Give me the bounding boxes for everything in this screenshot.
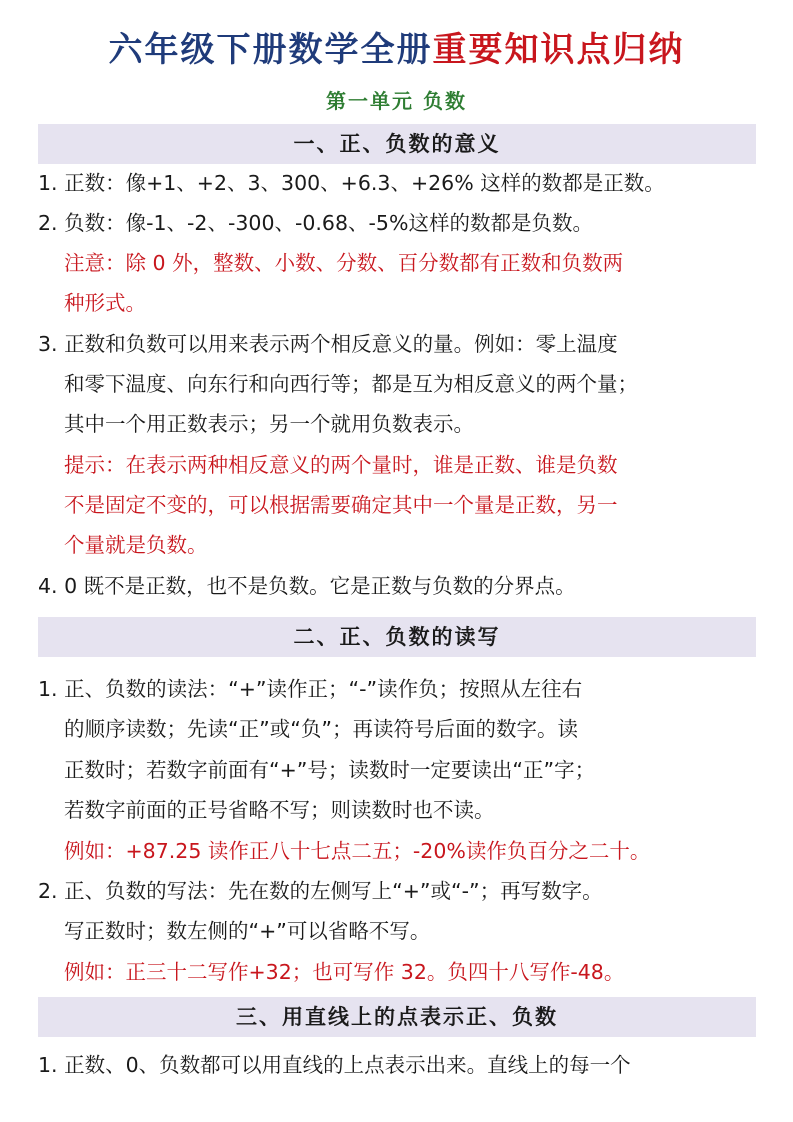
unit-heading: 第一单元 负数: [326, 89, 467, 113]
note-line: 注意：除 0 外，整数、小数、分数、百分数都有正数和负数两: [64, 251, 624, 275]
hint-line: 提示：在表示两种相反意义的两个量时，谁是正数、谁是负数: [64, 453, 618, 477]
section-heading-3: 三、用直线上的点表示正、负数: [38, 997, 756, 1037]
section-heading-1: 一、正、负数的意义: [38, 124, 756, 164]
hint-line: 个量就是负数。: [64, 533, 208, 557]
text-line: 1. 正数：像+1、+2、3、300、+6.3、+26% 这样的数都是正数。: [38, 171, 665, 195]
text-line: 若数字前面的正号省略不写；则读数时也不读。: [64, 798, 495, 822]
text-line: 正数时；若数字前面有“+”号；读数时一定要读出“正”字；: [64, 758, 596, 782]
text-line: 其中一个用正数表示；另一个就用负数表示。: [64, 412, 474, 436]
hint-line: 不是固定不变的，可以根据需要确定其中一个量是正数，另一: [64, 493, 618, 517]
example-line: 例如：正三十二写作+32；也可写作 32。负四十八写作-48。: [64, 960, 625, 984]
title-part-2: 重要知识点归纳: [432, 30, 685, 70]
section-heading-2: 二、正、负数的读写: [38, 617, 756, 657]
text-line: 和零下温度、向东行和向西行等；都是互为相反意义的两个量；: [64, 372, 638, 396]
text-line: 1. 正数、0、负数都可以用直线的上点表示出来。直线上的每一个: [38, 1053, 631, 1077]
text-line: 2. 负数：像-1、-2、-300、-0.68、-5%这样的数都是负数。: [38, 211, 593, 235]
title-part-1: 六年级下册数学全册: [108, 30, 433, 70]
note-line: 种形式。: [64, 291, 146, 315]
text-line: 4. 0 既不是正数，也不是负数。它是正数与负数的分界点。: [38, 574, 576, 598]
text-line: 写正数时；数左侧的“+”可以省略不写。: [64, 919, 431, 943]
text-line: 1. 正、负数的读法：“+”读作正；“-”读作负；按照从左往右: [38, 677, 583, 701]
text-line: 的顺序读数；先读“正”或“负”；再读符号后面的数字。读: [64, 717, 578, 741]
example-line: 例如：+87.25 读作正八十七点二五；-20%读作负百分之二十。: [64, 839, 651, 863]
page-title: [0, 26, 793, 74]
text-line: 3. 正数和负数可以用来表示两个相反意义的量。例如：零上温度: [38, 332, 618, 356]
text-line: 2. 正、负数的写法：先在数的左侧写上“+”或“-”；再写数字。: [38, 879, 603, 903]
